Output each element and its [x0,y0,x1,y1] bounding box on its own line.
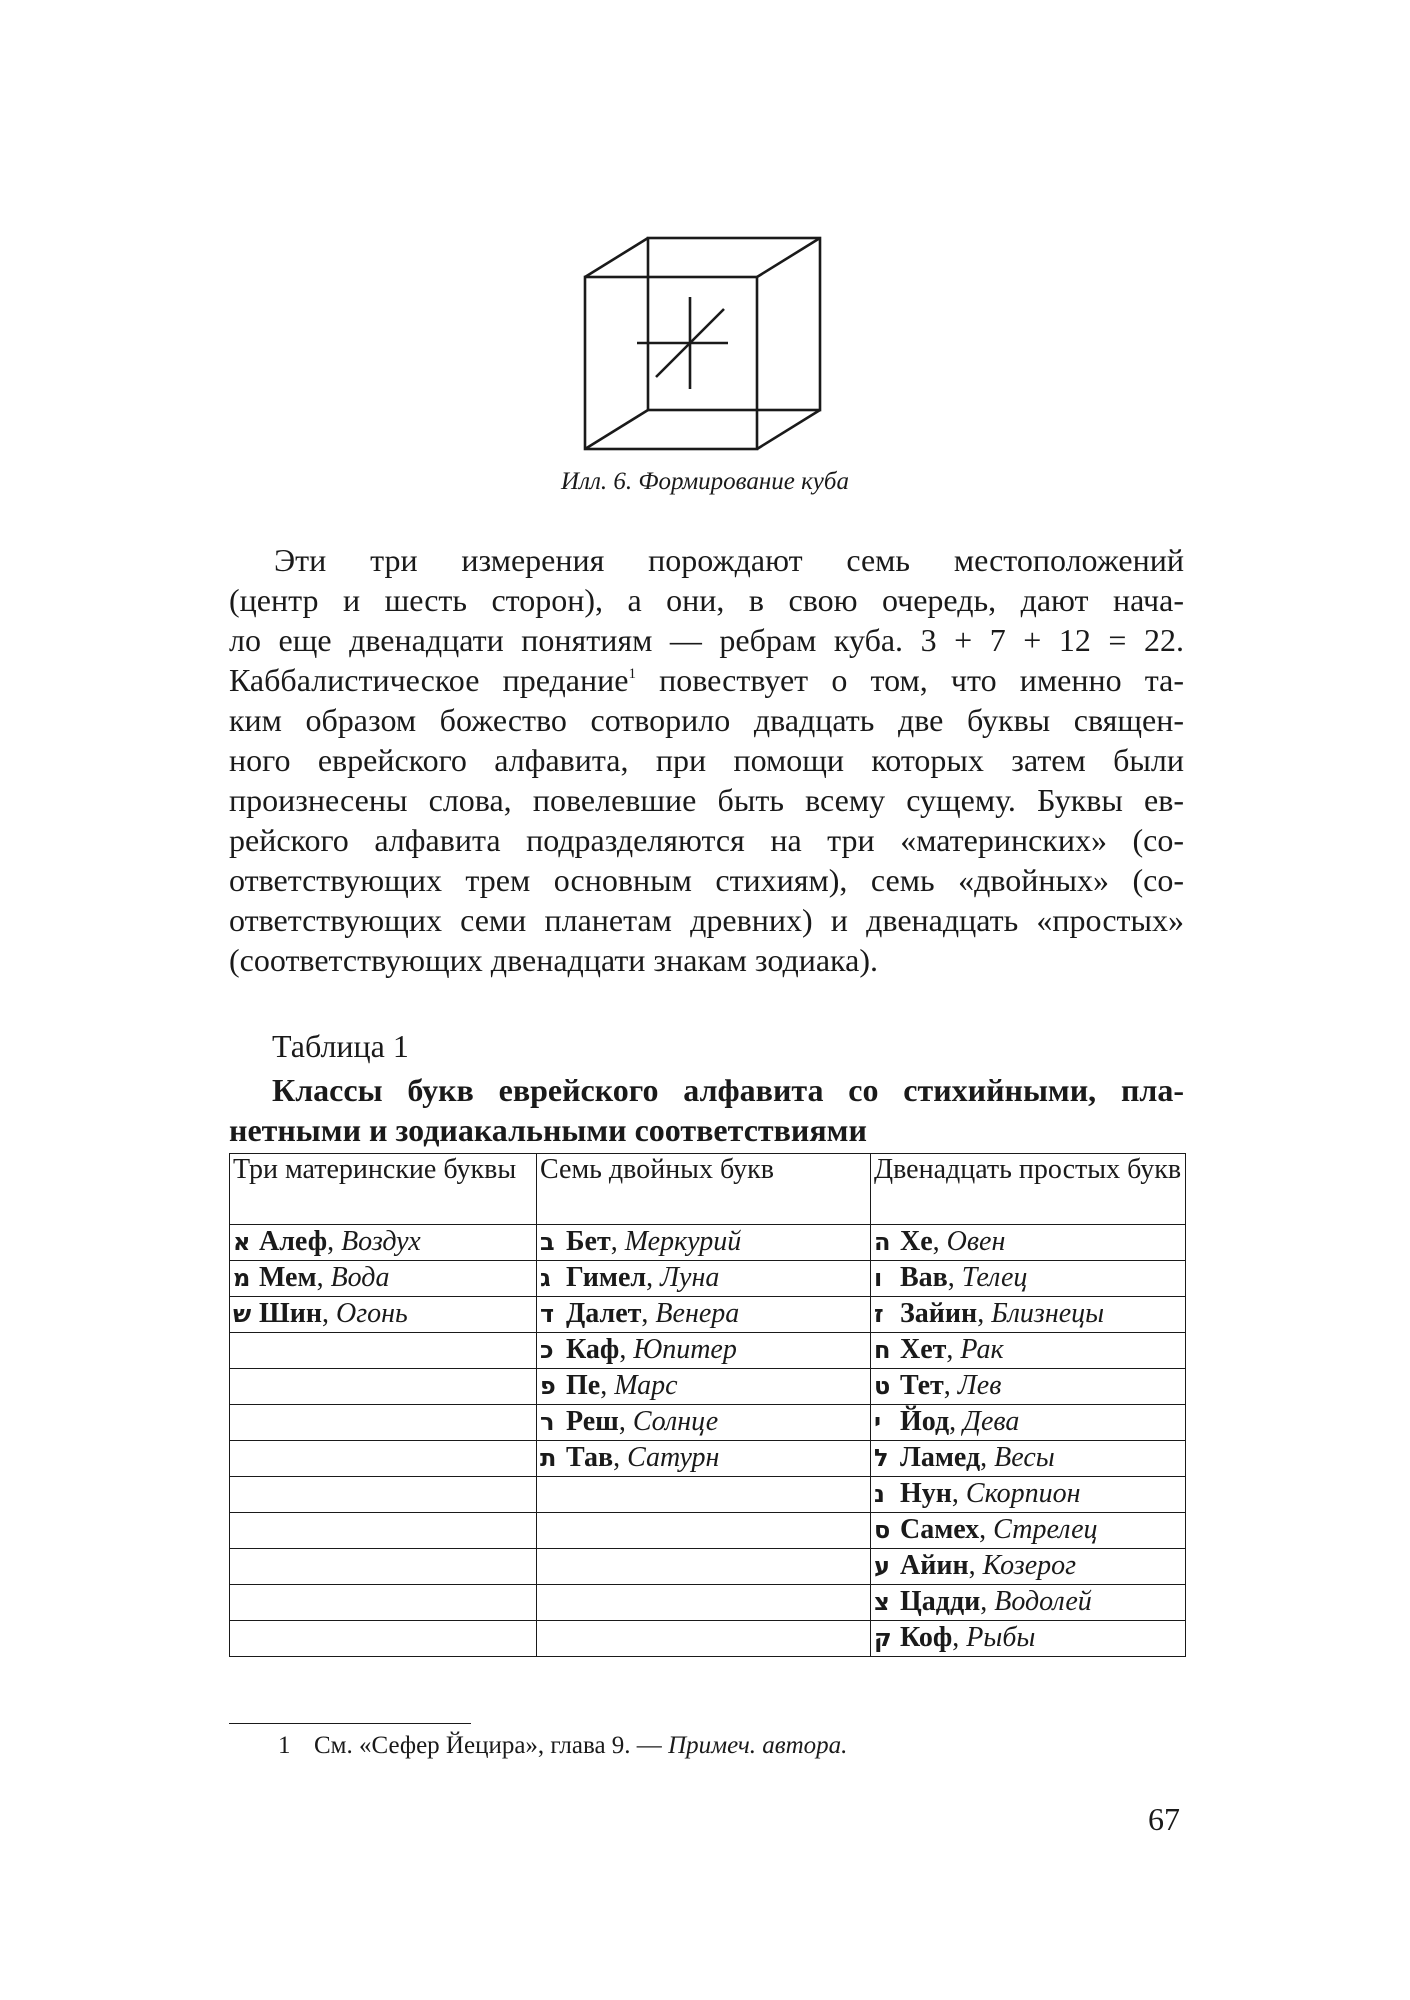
letter-name: Бет [566,1226,611,1257]
letter-correspondence: Весы [994,1442,1055,1473]
letter-name: Зайин [900,1298,978,1329]
letter-name: Айин [900,1550,969,1581]
table-title-line: нетными и зодиакальными соответствиями [229,1112,867,1148]
header-mother: Три материнские буквы [230,1154,537,1225]
letter-correspondence: Сатурн [627,1442,720,1473]
letter-name: Самех [900,1514,980,1545]
table-cell-mother [230,1333,537,1369]
table-row [230,1261,1186,1297]
table-title-line: Классы букв еврейского алфавита со стихийными, пла- [272,1072,1184,1108]
table-cell-simple: ק Коф, Рыбы [871,1621,1186,1657]
table-cell-mother [230,1405,537,1441]
letter-name: Мем [259,1262,317,1293]
hebrew-letter: ש [233,1300,252,1328]
table-row [230,1297,1186,1333]
table-row [230,1513,1186,1549]
table-cell-mother [230,1441,537,1477]
letter-correspondence: Близнецы [991,1298,1105,1329]
table-cell-double: ב Бет, Меркурий [537,1225,871,1261]
table-row [230,1405,1186,1441]
table-cell-double: ר Реш, Солнце [537,1405,871,1441]
letter-name: Алеф [259,1226,328,1257]
hebrew-letter: י [874,1408,882,1436]
hebrew-letter: ס [874,1516,891,1544]
letter-correspondence: Козерог [982,1550,1077,1581]
letter-correspondence: Скорпион [965,1478,1081,1509]
hebrew-letter: ד [540,1300,555,1328]
hebrew-letter: ח [874,1336,891,1364]
table-row [230,1621,1186,1657]
body-line-part: повествует о том, что именно та- [635,662,1185,698]
body-line: (центр и шесть сторон), а они, в свою очередь, дают нача- [229,582,1184,618]
table-cell-mother [230,1369,537,1405]
table-cell-double [537,1549,871,1585]
table-cell-simple: ו Вав, Телец [871,1261,1186,1297]
letter-correspondence: Стрелец [993,1514,1098,1545]
letter-correspondence: Марс [614,1370,678,1401]
table-cell-mother [230,1585,537,1621]
cube-back-face [648,238,820,410]
table-cell-simple: ל Ламед, Весы [871,1441,1186,1477]
letter-name: Гимел [566,1262,647,1293]
letter-correspondence: Меркурий [624,1226,742,1257]
table-cell-mother: ש Шин, Огонь [230,1297,537,1333]
body-line: произнесены слова, повелевшие быть всему сущему. Буквы ев- [229,782,1184,818]
hebrew-letter: ט [874,1372,891,1400]
table-cell-mother [230,1549,537,1585]
letter-name: Каф [566,1334,620,1365]
letter-name: Пе [566,1370,601,1401]
table-cell-double [537,1585,871,1621]
table-row [230,1585,1186,1621]
letter-correspondence: Вода [330,1262,390,1293]
table-cell-double [537,1513,871,1549]
hebrew-letter: ג [540,1264,551,1292]
hebrew-letter: פ [540,1372,556,1400]
hebrew-letter: נ [874,1480,885,1508]
table-cell-double [537,1477,871,1513]
table-cell-simple: י Йод, Дева [871,1405,1186,1441]
table-cell-double: ת Тав, Сатурн [537,1441,871,1477]
letter-name: Йод [900,1406,950,1437]
cube-edge-bottom-right [757,410,820,449]
table-row [230,1477,1186,1513]
letter-name: Тет [900,1370,944,1401]
cube-edge-top-right [757,238,820,277]
hebrew-letter: ב [540,1228,555,1256]
table-row [230,1441,1186,1477]
letter-correspondence: Рак [960,1334,1004,1365]
body-line: ло еще двенадцати понятиям — ребрам куба. 3 + 7 + 12 = 22. [229,622,1184,658]
letter-name: Реш [566,1406,619,1437]
letter-correspondence: Рыбы [966,1622,1036,1653]
table-cell-simple: ז Зайин, Близнецы [871,1297,1186,1333]
hebrew-letter: ר [540,1408,555,1436]
letter-correspondence: Водолей [994,1586,1092,1617]
hebrew-letter: ק [874,1624,892,1652]
table-cell-simple: ס Самех, Стрелец [871,1513,1186,1549]
hebrew-letter: כ [540,1336,554,1364]
letters-table [229,1153,1186,1657]
table-cell-simple: נ Нун, Скорпион [871,1477,1186,1513]
letter-correspondence: Воздух [341,1226,421,1257]
body-line: ответствующих семи планетам древних) и двенадцать «простых» [229,902,1184,938]
body-paragraph [229,540,1184,980]
hebrew-letter: ע [874,1552,890,1580]
footnote-divider [229,1723,471,1724]
body-line: ответствующих трем основным стихиям), семь «двойных» (со- [229,862,1184,898]
table-cell-mother [230,1513,537,1549]
letter-correspondence: Солнце [632,1406,719,1437]
hebrew-letter: ל [874,1444,889,1472]
letter-name: Ламед [900,1442,981,1473]
letter-correspondence: Юпитер [633,1334,737,1365]
table-row [230,1369,1186,1405]
table-cell-simple: ט Тет, Лев [871,1369,1186,1405]
table-cell-double: כ Каф, Юпитер [537,1333,871,1369]
table-cell-double [537,1621,871,1657]
hebrew-letter: צ [874,1588,890,1616]
footnote-text: См. «Сефер Йецира», глава 9. — [314,1732,669,1759]
letter-name: Коф [900,1622,953,1653]
footnote-number: 1 [278,1732,291,1759]
cube-edge-top-left [585,238,648,277]
body-line: ким образом божество сотворило двадцать две буквы священ- [229,702,1184,738]
letter-name: Тав [566,1442,614,1473]
header-simple: Двенадцать простых букв [871,1154,1186,1225]
footnote-note: Примеч. автора. [668,1732,848,1759]
letter-correspondence: Венера [655,1298,740,1329]
footnote-reference[interactable]: 1 [628,666,636,682]
hebrew-letter: ה [874,1228,891,1256]
footnote [278,1732,847,1760]
letter-name: Цадди [900,1586,981,1617]
table-cell-double: פ Пе, Марс [537,1369,871,1405]
table-body [230,1225,1186,1657]
table-header-row [230,1154,1186,1225]
letter-correspondence: Луна [660,1262,720,1293]
body-line: ного еврейского алфавита, при помощи которых затем были [229,742,1184,778]
letter-name: Далет [566,1298,642,1329]
table-row [230,1333,1186,1369]
table-row [230,1549,1186,1585]
body-line: рейского алфавита подразделяются на три «материнских» (со- [229,822,1184,858]
hebrew-letter: ז [874,1300,884,1328]
table-title [229,1070,1184,1150]
table-cell-simple: ע Айин, Козерог [871,1549,1186,1585]
body-line: (соответствующих двенадцати знакам зодиака). [229,942,878,978]
table-cell-simple: ח Хет, Рак [871,1333,1186,1369]
hebrew-letter: א [233,1228,251,1256]
cube-edge-bottom-left [585,410,648,449]
table-cell-mother [230,1621,537,1657]
body-line-part: Каббалистическое предание [229,662,629,698]
page-number: 67 [1148,1801,1180,1837]
header-double: Семь двойных букв [537,1154,871,1225]
table-cell-simple: ה Хе, Овен [871,1225,1186,1261]
letter-correspondence: Дева [963,1406,1020,1437]
letter-name: Шин [259,1298,323,1329]
hebrew-letter: מ [233,1264,251,1292]
letter-correspondence: Телец [961,1262,1028,1293]
table-cell-mother: א Алеф, Воздух [230,1225,537,1261]
letter-correspondence: Огонь [336,1298,408,1329]
figure-caption: Илл. 6. Формирование куба [561,468,849,495]
letter-name: Хе [900,1226,933,1257]
table-row [230,1225,1186,1261]
letter-correspondence: Лев [957,1370,1002,1401]
letter-name: Хет [900,1334,947,1365]
table-cell-mother: מ Мем, Вода [230,1261,537,1297]
table-label: Таблица 1 [272,1028,409,1064]
table-cell-double: ד Далет, Венера [537,1297,871,1333]
letter-correspondence: Овен [946,1226,1006,1257]
table-cell-simple: צ Цадди, Водолей [871,1585,1186,1621]
body-line [229,660,1184,700]
table-cell-mother [230,1477,537,1513]
letter-name: Вав [900,1262,948,1293]
hebrew-letter: ו [874,1264,883,1292]
body-line: Эти три измерения порождают семь местоположений [274,542,1184,578]
letter-name: Нун [900,1478,952,1509]
cube-figure [583,236,823,452]
table-cell-double: ג Гимел, Луна [537,1261,871,1297]
hebrew-letter: ת [540,1444,557,1472]
